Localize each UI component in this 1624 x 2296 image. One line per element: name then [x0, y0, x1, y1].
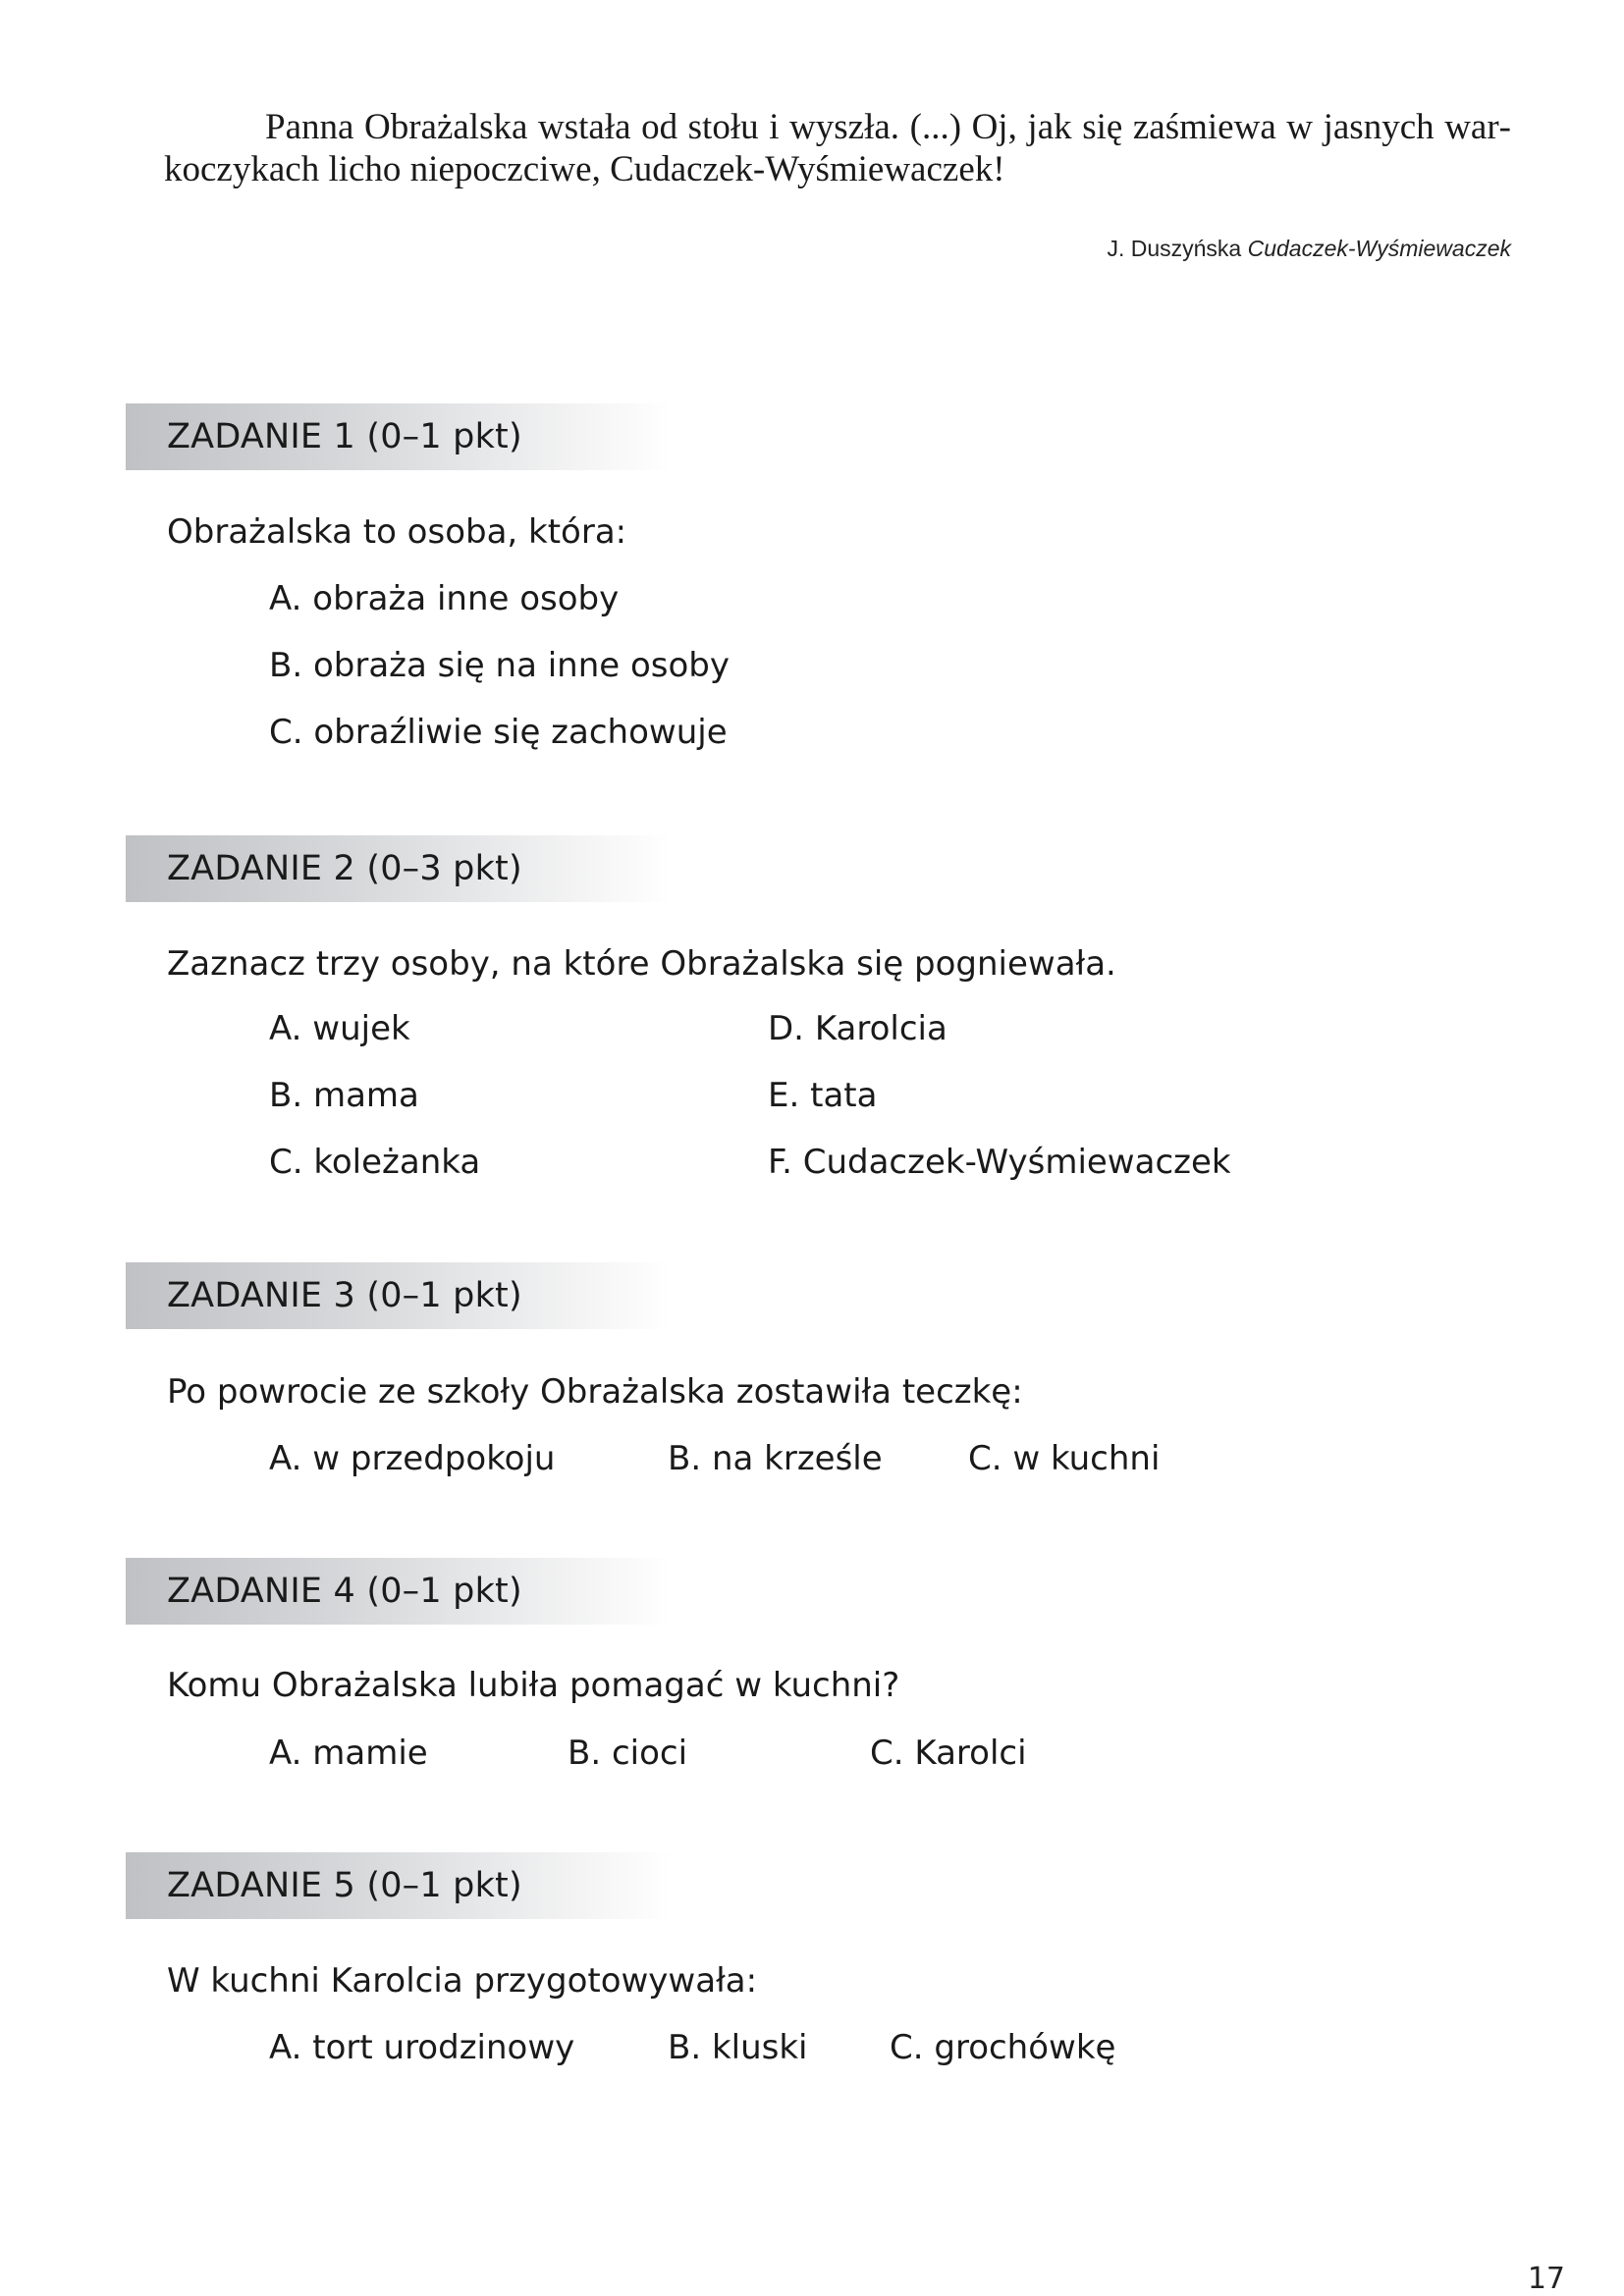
page-number: 17 — [1527, 2262, 1565, 2296]
task-2-option-a[interactable]: A. wujek — [269, 1009, 410, 1048]
task-2-option-d[interactable]: D. Karolcia — [768, 1009, 947, 1048]
task-3-option-c[interactable]: C. w kuchni — [968, 1439, 1161, 1478]
task-3-option-b[interactable]: B. na krześle — [668, 1439, 883, 1478]
task-3-header: ZADANIE 3 (0–1 pkt) — [126, 1262, 672, 1329]
task-2-option-f[interactable]: F. Cudaczek-Wyśmiewaczek — [768, 1143, 1231, 1182]
task-1-option-c[interactable]: C. obraźliwie się zachowuje — [269, 713, 728, 752]
task-2-option-c[interactable]: C. koleżanka — [269, 1143, 481, 1182]
task-4-option-b[interactable]: B. cioci — [568, 1734, 688, 1773]
task-5-option-b[interactable]: B. kluski — [668, 2028, 808, 2067]
passage-body: Panna Obrażalska wstała od stołu i wyszła. (...) Oj, jak się zaśmiewa w jasnych warkoczykach licho niepoczciwe, Cudaczek-Wyśmiewaczek! — [164, 107, 1511, 189]
passage-text — [164, 106, 1511, 190]
task-1-header: ZADANIE 1 (0–1 pkt) — [126, 403, 672, 470]
task-5-question: W kuchni Karolcia przygotowywała: — [167, 1961, 758, 2001]
source-title: Cudaczek-Wyśmiewaczek — [1247, 236, 1511, 261]
task-2-header: ZADANIE 2 (0–3 pkt) — [126, 835, 672, 902]
task-1-option-b[interactable]: B. obraża się na inne osoby — [269, 646, 731, 685]
task-1-option-a[interactable]: A. obraża inne osoby — [269, 579, 620, 618]
task-2-option-e[interactable]: E. tata — [768, 1076, 878, 1115]
task-5-option-c[interactable]: C. grochówkę — [890, 2028, 1116, 2067]
task-4-option-c[interactable]: C. Karolci — [870, 1734, 1027, 1773]
task-4-header: ZADANIE 4 (0–1 pkt) — [126, 1558, 672, 1625]
task-3-question: Po powrocie ze szkoły Obrażalska zostawiła teczkę: — [167, 1372, 1023, 1412]
task-2-option-b[interactable]: B. mama — [269, 1076, 419, 1115]
passage-source — [1107, 236, 1511, 262]
task-1-question: Obrażalska to osoba, która: — [167, 512, 627, 552]
task-3-option-a[interactable]: A. w przedpokoju — [269, 1439, 556, 1478]
task-2-question: Zaznacz trzy osoby, na które Obrażalska się pogniewała. — [167, 944, 1116, 984]
task-4-option-a[interactable]: A. mamie — [269, 1734, 428, 1773]
task-4-question: Komu Obrażalska lubiła pomagać w kuchni? — [167, 1666, 900, 1705]
task-5-option-a[interactable]: A. tort urodzinowy — [269, 2028, 575, 2067]
task-5-header: ZADANIE 5 (0–1 pkt) — [126, 1852, 672, 1919]
source-author: J. Duszyńska — [1107, 236, 1242, 261]
